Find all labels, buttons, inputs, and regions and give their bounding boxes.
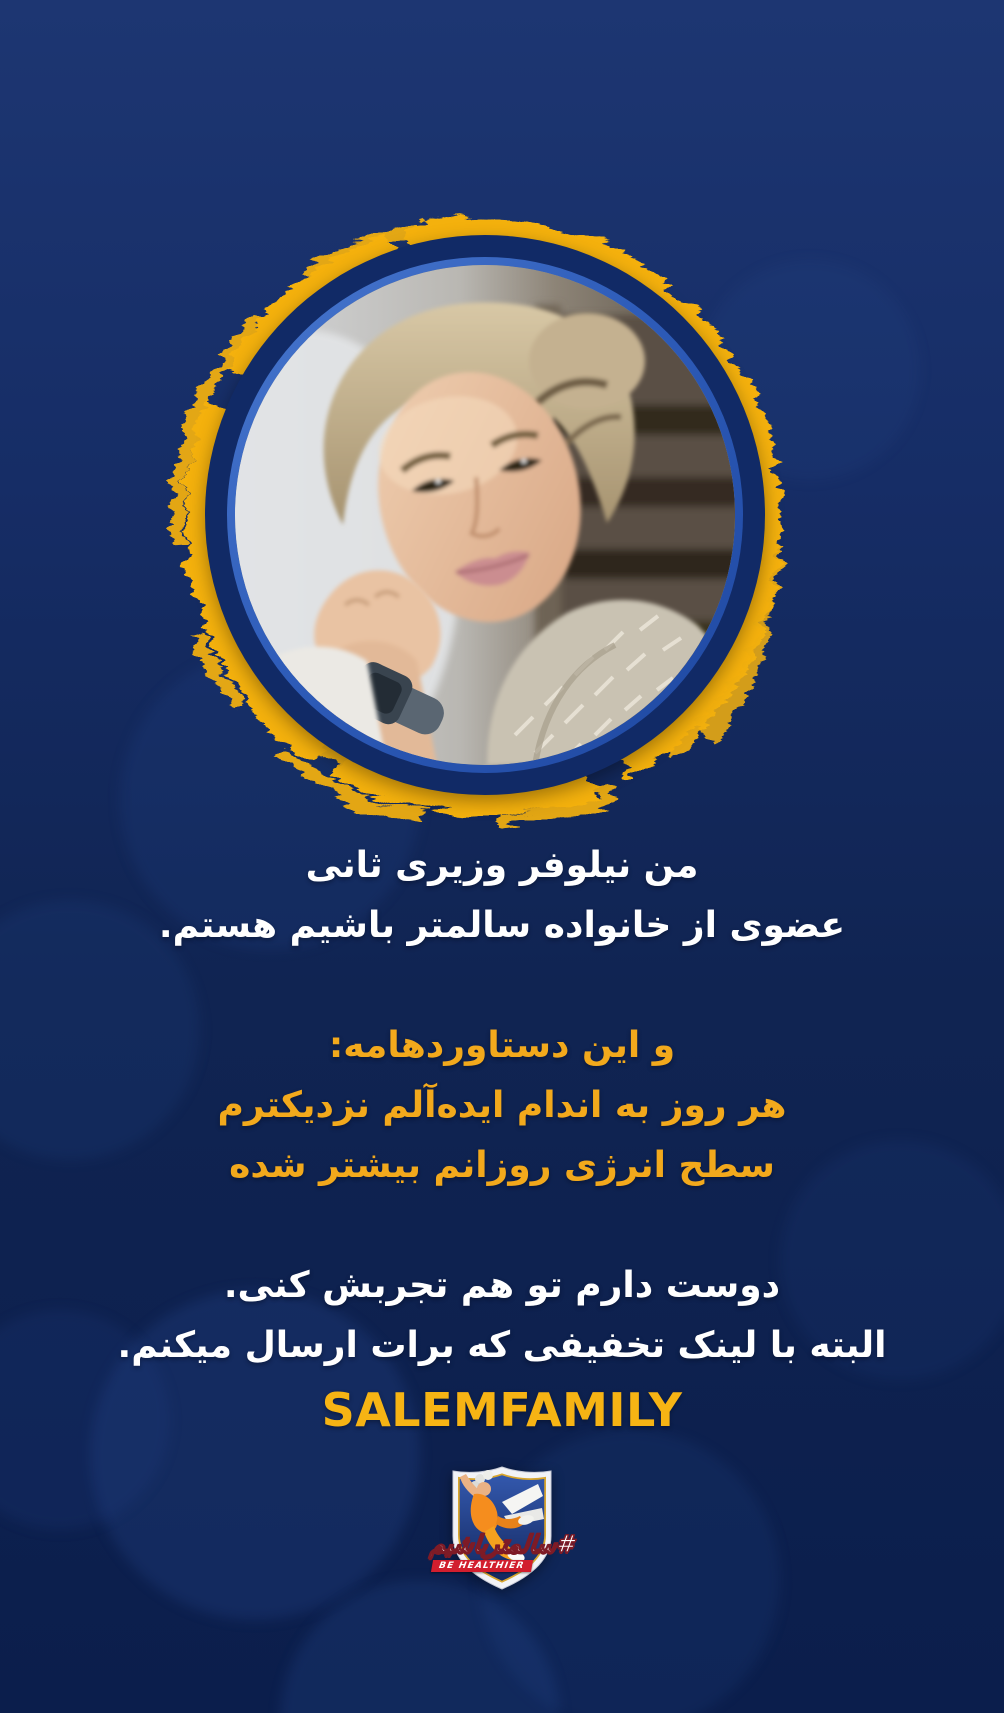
photo-navy-ring xyxy=(205,235,765,795)
intro-line-2: عضوی از خانواده سالمتر باشیم هستم. xyxy=(158,905,846,946)
invite-line-2: البته با لینک تخفیفی که برات ارسال میکنم. xyxy=(117,1325,887,1366)
promo-code: SALEMFAMILY xyxy=(321,1383,683,1437)
winged-runner-shield-icon xyxy=(450,1464,554,1592)
achievement-item-1: هر روز به اندام ایده‌آلم نزدیکترم xyxy=(217,1085,787,1126)
profile-photo-composition xyxy=(165,195,805,835)
logo-hashtag-text: #سالمترباشیم xyxy=(428,1530,576,1558)
logo-tagline: BE HEALTHIER xyxy=(431,1560,533,1572)
invite-text xyxy=(0,1256,1004,1376)
profile-photo xyxy=(235,265,735,765)
intro-text xyxy=(0,836,1004,956)
achievements-text xyxy=(0,1016,1004,1196)
photo-blue-rim xyxy=(227,257,743,773)
portrait-illustration xyxy=(235,265,735,765)
achievement-item-2: سطح انرژی روزانم بیشتر شده xyxy=(229,1145,775,1186)
intro-line-1: من نیلوفر وزیری ثانی xyxy=(305,845,699,886)
achievements-heading: و این دستاوردهامه: xyxy=(328,1025,676,1066)
invite-line-1: دوست دارم تو هم تجربش کنی. xyxy=(223,1265,781,1306)
brand-logo xyxy=(402,1464,602,1614)
